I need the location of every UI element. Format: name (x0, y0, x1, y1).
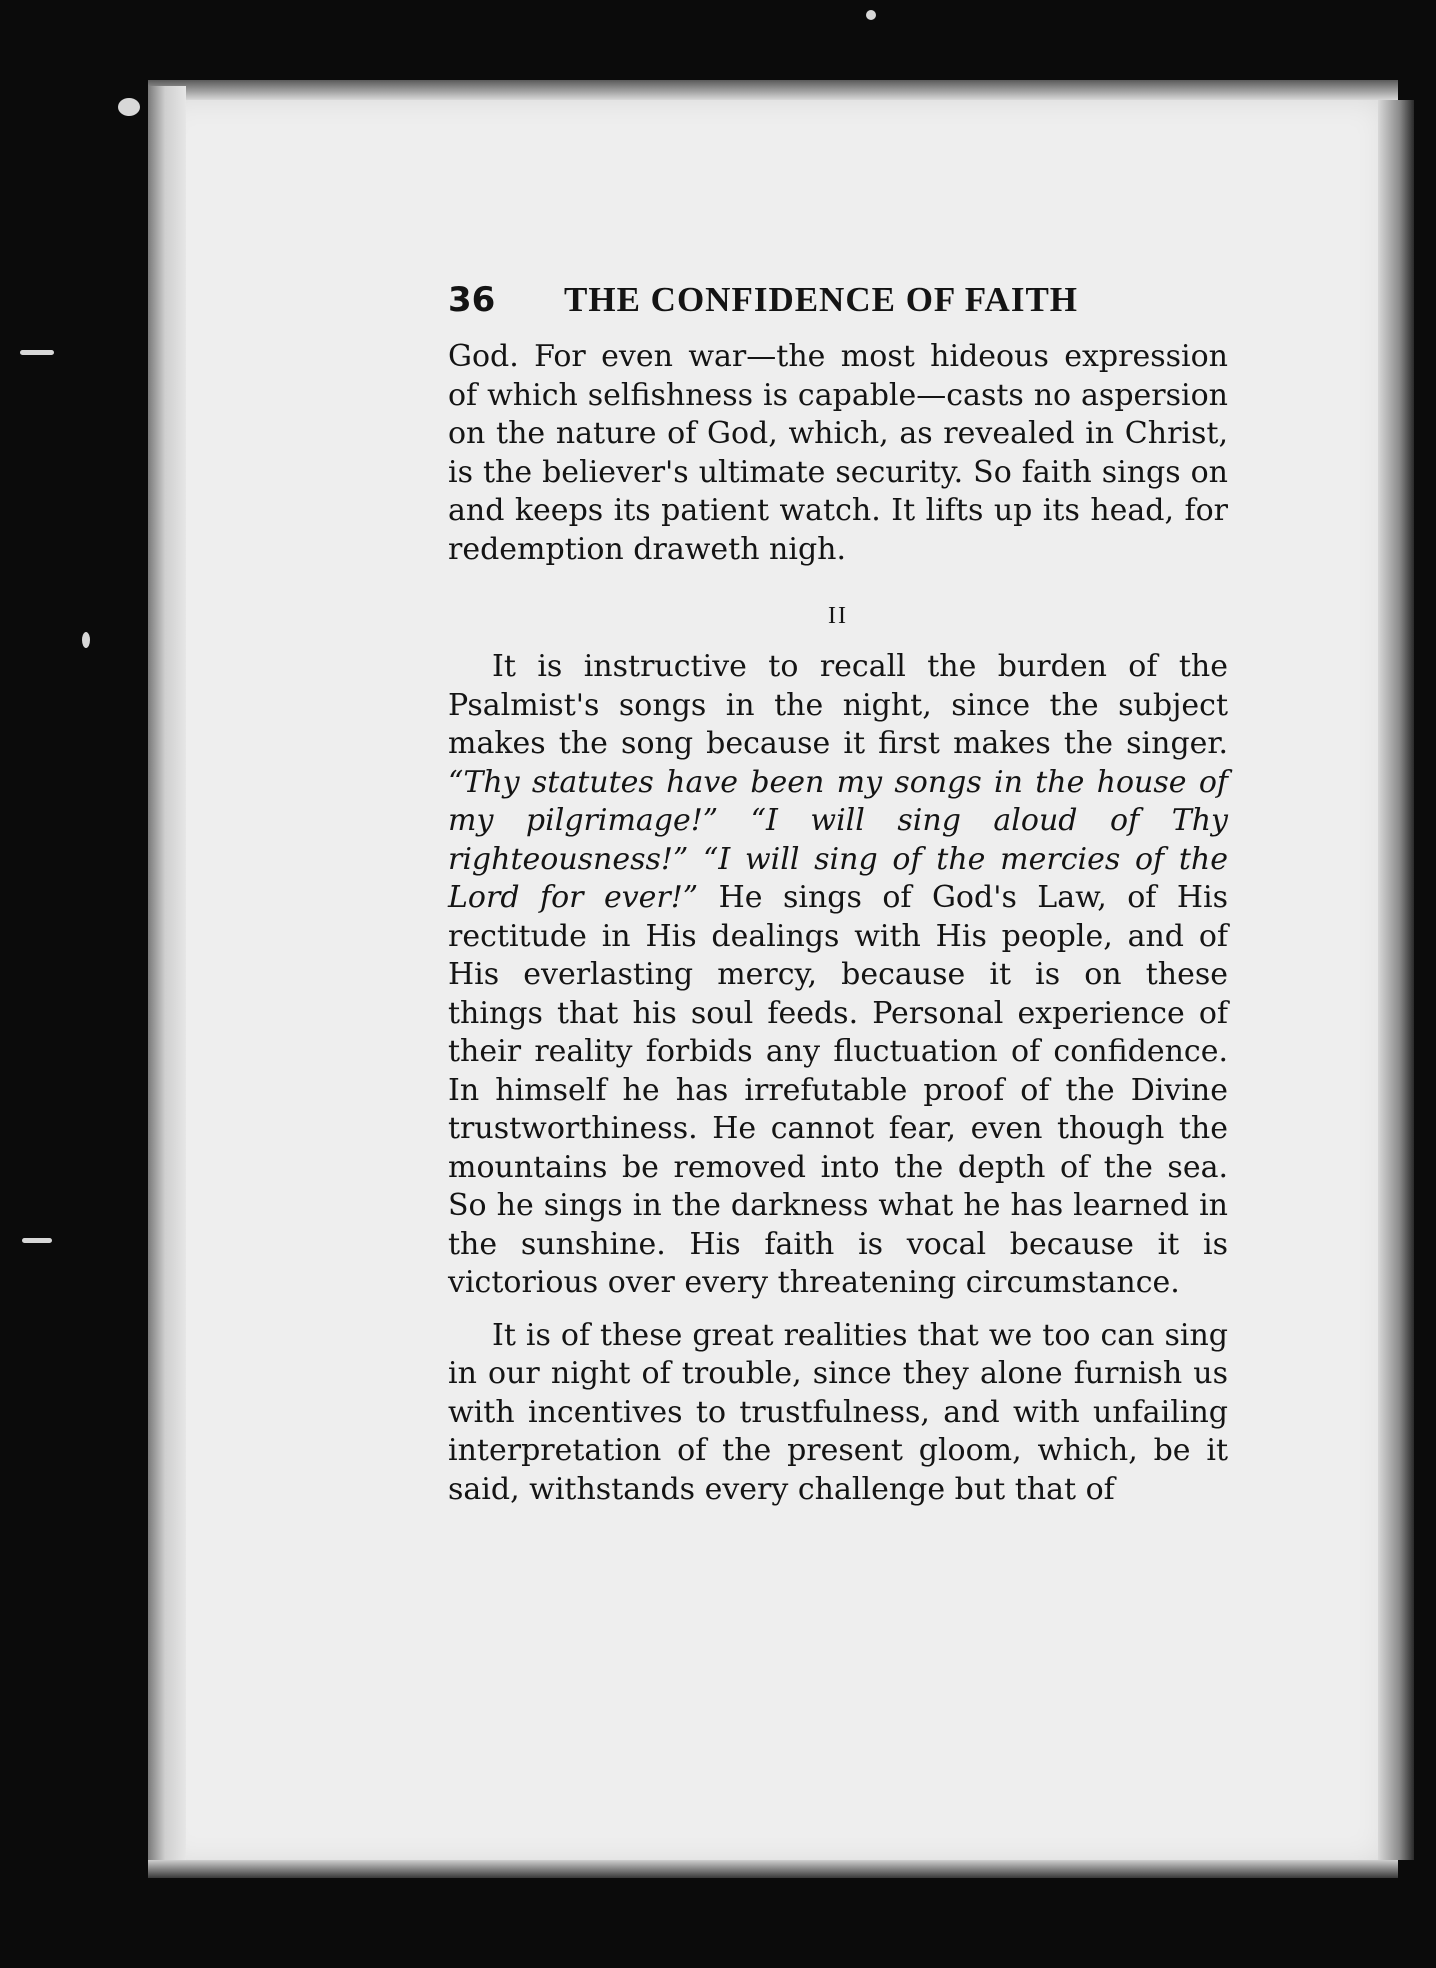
running-head (448, 280, 1228, 320)
paragraph-2 (448, 648, 1228, 1303)
page-edge-left (148, 86, 186, 1876)
page-number: 36 (448, 280, 496, 320)
paragraph-3: It is of these great realities that we too can sing in our night of trouble, since they alone furnish us with incentives to trustfulness, and with unfailing interpretation of the present gloom, which, be it said, withstands every challenge but that of (448, 1317, 1228, 1507)
page-edge-bottom (148, 1860, 1398, 1878)
psalm-quote-3: “I will sing of the mercies of the Lord for ever!” (448, 841, 1228, 915)
psalm-quote-2: “I will sing aloud of Thy righteousness!” (448, 803, 1228, 877)
dust-speck (866, 10, 876, 20)
psalm-quote-1: “Thy statutes have been my songs in the house of my pilgrimage!” (448, 764, 1228, 838)
paragraph-2-rest: He sings of God's Law, of His rectitude in His dealings with His people, and of His everlasting mercy, because it is on these things that his soul feeds. Personal experience of their reality forbids any fluctuation of confidence. In himself he has irrefutable proof of the Divine trustworthiness. He cannot fear, even though the mountains be removed into the depth of the sea. So he sings in the darkness what he has learned in the sunshine. His faith is vocal because it is victorious over every threatening circumstance. (448, 880, 1228, 1300)
page-edge-right (1378, 100, 1414, 1860)
dust-speck (22, 1238, 52, 1243)
page-content (448, 280, 1228, 1509)
paragraph-2-intro: It is instructive to recall the burden of the Psalmist's songs in the night, since the subject makes the song because it first makes the singer. (448, 649, 1228, 761)
section-number: II (828, 603, 848, 629)
paragraph-1: God. For even war—the most hideous expression of which selfishness is capable—casts no aspersion on the nature of God, which, as revealed in Christ, is the believer's ultimate security. So faith sings on and keeps its patient watch. It lifts up its head, for redemption draweth nigh. (448, 339, 1228, 567)
page-edge-top (148, 80, 1398, 100)
dust-speck (20, 350, 54, 355)
dust-speck (82, 632, 90, 648)
running-title: THE CONFIDENCE OF FAITH (564, 280, 1079, 319)
dust-speck (118, 98, 140, 116)
